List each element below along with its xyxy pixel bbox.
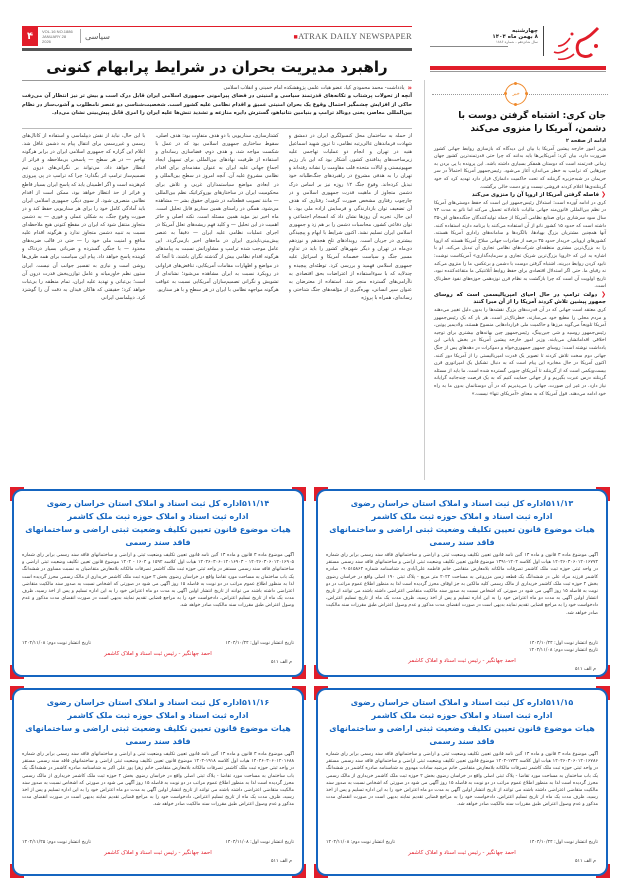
ad-signature: احمد جهانگیر - رئیس ثبت اسناد و املاک کاشمر xyxy=(104,850,212,857)
article-columns xyxy=(22,132,412,482)
brand-english xyxy=(294,31,412,41)
legal-notice-ad-15 xyxy=(314,686,610,878)
ad-signature: احمد جهانگیر - رئیس ثبت اسناد و املاک کاشمر xyxy=(408,850,516,857)
masthead-divider xyxy=(543,26,544,56)
ad-code: م الف ۵۱۱ xyxy=(574,667,596,673)
column-text: کشتارسازی، سناریویی با دو هدف متفاوت بود: هدف اصلی، سقوط ساختاری جمهوری اسلامی بود که در عمل با شکست مواجه شد، و هدف دوم، فضاسازی رسانه‌ای و استفاده از ظرفیت نهادهای بین‌المللی برای تسهیل ایجاد اجماع جهانی علیه ایران به عنوان مقدمه‌ای برای اقدام نظامی مشروع علیه آن. آنچه امروز در سطح بین‌المللی و در ابعادی مواضع سیاستمداران غربی و تلاش برای محکومیت ایران در ساختارهای بوروکراتیک نظم بین‌المللی — مانند تصویب قطعنامه در شورای حقوق بشر — مشاهده می‌شود، همگی در راستای همین سناریو قابل تحلیل است. ماه اخیر نیز مؤید همین مسئله است. نکته اصلی و حائز اهمیت در این تحلیل — و کلید فهم ریشه‌های تعلل آمریکا در اجرای عملیات نظامی علیه ایران — دقیقاً به عنصر پیش‌بینی‌ناپذیری ایران در ماه‌های اخیر بازمی‌گردد. این عامل موجب شده ترامپ و مشاورانش نسبت به پیامدهای هرگونه اقدام نظامی بیش از گذشته نگران باشند، تا آنجا که در مواضع و اظهارات مقامات آمریکایی، تناقض‌های فراوانی در رویکرد نسبت به ایران مشاهده می‌شود؛ نشانه‌ای از تشویش و نگرانی تصمیم‌سازان آمریکایی نسبت به عواقب هرگونه مواجهه نظامی با ایران در هر سطح و با هر سناریو. xyxy=(155,133,279,293)
side-paragraph: کری در ادامه آورده است: استدلال رئیس‌جمهور این است که حفظ دوستی‌های آمریکا در نظم بین‌المللی قانون‌مند جهانی مالیات ناعادلانه تحمیل می‌کند اما ناتو به مدت ۷۴ سال سود سرشاری برای صنایع نظامی آمریکا از جمله تولیدکنندگان جنگنده‌های اف-۳۵ داشته است که حدود ۱۵ کشور ناتو از آن استفاده می‌کنند یا برنامه دارند استفاده کنند. آنها همچنین مشتریان بزرگ بهپادها، بالگردها و سامانه‌های راداری آمریکا هستند. کشورهای اروپایی خریدار حدود ۳۵ درصد از صادرات جهانی سلاح آمریکا هستند که اروپا را به بزرگ‌ترین مشتری منطقه‌ای شرکت‌های نظامی تجاری آن تبدیل می‌کند. او با اشاره به این که «اروپا بزرگ‌ترین شریک تجاری و سرمایه‌گذاری» آمریکاست نوشت: نابود کردن روابط دیرینه، اشتباه گرفتن دوست با دشمن و برعکس، ما را منزوی می‌کند نه رقبای ما. حتی اگر استدلال اقتصادی برای حفظ روابط آتلانتیکی ما متقاعدکننده نبود، تاریخ اولویت آن است که چرا بازگشت به نظام قرن نوزدهمی حوزه‌های نفوذ خطرناک است. xyxy=(434,200,606,290)
ad-code: م الف ۵۱۱ xyxy=(270,859,292,865)
badge-dot-icon xyxy=(525,92,528,95)
title-divider xyxy=(22,80,412,81)
badge-dot-icon xyxy=(514,82,517,85)
ad-heading: ۵۱۱/۱۶اداره کل ثبت اسناد و املاک استان خراسان رضوی xyxy=(46,698,270,707)
side-paragraph: وزیر امور خارجه پیشین آمریکا با بیان این دیدگاه که بازسازی روابط جهانی کشور ضرورت دارد، بیان کرد: آمریکایی‌ها باید بدانند که چرا حتی قدرتمندترین کشور جهان زمانی قدرتمند است که دوستان همفکر بسیاری داشته باشد. این پرونده با پی بردن به چیزهایی که ترامپ به خطر می‌اندازد آغاز می‌شود. رئیس‌جمهور آمریکا احتمالاً در سر حریمان در شبه‌جزیره گرینلند که تحت حاکمیت دانمارک قرار دارد تهدید کرد که خود گرینلندی‌ها اعلام کردند فروشی نیست و تو دست خالی برگشت. xyxy=(434,146,606,190)
column-text: با این حال، نباید از نقش دیپلماسی و استفاده از کانال‌های رسمی و غیررسمی برای انتقال پیام به دشمن غافل شد. اعلام این گزاره که جمهوری اسلامی ایران در برابر هرگونه تهاجم — در هر سطح — پاسخی بی‌ملاحظه و فراتر از انتظار خواهد داد، می‌تواند بر نگرانی‌های درون تیم تصمیم‌ساز ترامپ اثر بگذارد؛ چرا که ترامپ در پی پیروزی کم‌هزینه است و اگر اطمینان یابد که پاسخ ایران بسیار قاطع و فراتر از حد انتظار خواهد بود، ممکن است از اقدام نظامی منصرف شود. از سوی دیگر، جمهوری اسلامی ایران باید آمادگی کامل خود را برای هر سناریویی حفظ کند و در صورت وقوع جنگ، به شکلی عملی و فوری — به دشمن متجاوز منتقل شود که ایران در مقطع کنونی هیچ ملاحظه‌ای نسبت به تنبیه دشمن متجاوز ندارد و هرگونه اقدام علیه منافع و امنیت ملی خود را — حتی در قالب ضربه‌های محدود — با جنگی گسترده و ضرباتی بسیار دردناک و کوبنده پاسخ خواهد داد. پیام این سیاست برای همه طرف‌ها روشن است و نیازی به تفسیر جوانب آن نیست. ایران ستون نظم خاورمیانه و عامل توازن‌بخش قدرت درون آن است؛ بی‌ثباتی و تهدید علیه ایران، تمام منطقه را بی‌ثبات خواهد کرد؛ حقیقتی که هاکان فیدان به دقت آن را گوشزد کرد. دیپلماسی ایرانی xyxy=(22,133,146,301)
masthead xyxy=(430,20,610,72)
ad-date-second: تاریخ انتشار نوبت دوم: ۱۴۰۴/۱۱/۰۸ xyxy=(326,840,395,845)
masthead-grey-rule xyxy=(430,71,606,72)
ad-body: آگهی موضوع ماده ۳ قانون و ماده ۱۳ آئین نامه قانون تعیین تکلیف وضعیت ثبتی و اراضی و ساختمانهای فاقد سند رسمی برابر رای شماره ۱۴۰۴۶۰۳۰۶۰۱۲۰۱۶۸۸ هیات اول کلاسه ۱۹۱۸-۱۴۰۴ موضوع قانون تعیین تکلیف وضعیت ثبتی اراضی و ساختمانهای فاقد سند رسمی مستقر در واحد ثبتی حوزه ثبت ملک کاشمر تصرفات مالکانه بلامعارض متقاضی خانم زهرا پور علی اکبر به شناسنامه صادره کاشمر در ششدانگ یک باب ساختمان به مساحت مورد تقاضا - پلاک ثبتی اصلی واقع در خراسان رضوی بخش ۲ حوزه ثبت ملک کاشمر خریداری از مالک رسمی محرز گردیده است لذا به منظور اطلاع عموم مراتب در دو نوبت به فاصله ۱۵ روز آگهی می شود در صورتی که اشخاص نسبت به صدور سند مالکیت متقاضی اعتراضی داشته باشند می توانند از تاریخ انتشار اولین آگهی به مدت دو ماه اعتراض خود را به این اداره تسلیم و پس از اخذ رسید، ظرف مدت یک ماه از تاریخ تسلیم اعتراض، دادخواست خود را به مراجع قضایی تقدیم نمایند بدیهی است در صورت انقضای مدت مذکور و عدم وصول اعتراض طبق مقررات سند مالکیت صادر خواهد شد. xyxy=(22,752,294,808)
ad-heading: ۵۱۱/۱۳اداره کل ثبت اسناد و املاک استان خراسان رضوی xyxy=(350,499,574,508)
ad-content xyxy=(318,690,606,874)
masthead-date xyxy=(492,28,538,44)
ad-signature: احمد جهانگیر - رئیس ثبت اسناد و املاک کاشمر xyxy=(104,651,212,658)
page-header xyxy=(22,26,412,46)
ad-dates-row xyxy=(326,839,598,846)
weekday: چهارشنبه xyxy=(511,28,538,34)
ad-date-second: تاریخ انتشار نوبت دوم: ۱۴۰۴/۱۱/۲۵ xyxy=(22,840,91,845)
ad-content xyxy=(14,491,302,675)
byline-text: یادداشت- محمد محمودی کیا، عضو هیات علمی پژوهشکده امام خمینی و انقلاب اسلامی xyxy=(223,85,405,91)
legal-notice-ad-14 xyxy=(10,487,306,679)
news-badge xyxy=(505,83,527,105)
subhead-text: دولت ترامپ در حال احیای امپریالیسمی است که روسای جمهور پیشین تلاش کردند آمریکا را از آن مبرا کنند xyxy=(434,291,606,306)
ad-board-heading: هیات موضوع قانون تعیین تکلیف وضعیت ثبتی اراضی و ساختمانهای فاقد سند رسمی xyxy=(25,525,291,547)
ad-board-heading: هیات موضوع قانون تعیین تکلیف وضعیت ثبتی اراضی و ساختمانهای فاقد سند رسمی xyxy=(329,724,595,746)
chevron-icon: ❮ xyxy=(600,191,606,199)
article-column-3 xyxy=(22,132,145,482)
double-chevron-icon: « xyxy=(407,84,412,92)
masthead-line xyxy=(430,46,508,47)
column-text: از حمله به ساختمان محل کنسولگری ایران در دمشق و شهادت فرماندهان عالی‌رتبه نظامی، تا ترور شهید اسماعیل هنیه در تهران و انجام دو عملیات تهاجمی علیه زیرساخت‌های پدافندی کشور، آشکار بود که این بار رژیم صهیونیستی و ایالات متحده قلب مقاومت را نشانه رفته‌اند و تهران را به هدفی مشروع در راهبردهای جنگ‌طلبانه خود تبدیل کرده‌اند. وقوع جنگ ۱۲ روزه نیز بر اساس درک دشمن متجاوز از ماهیت قدرت جمهوری اسلامی و در چارچوب رفتاری مشخص صورت گرفت؛ رفتاری که هدف آن تضعیف توان بازدارندگی و فرسایش اراده ملی بود. با این حال، تجربه آن روزها نشان داد که انسجام اجتماعی و توان دفاعی کشور، محاسبات دشمن را بر هم زد و جمهوری اسلامی ایران تسلیم نشد. اکنون شرایط با ابهام و پیچیدگی بیشتری در جریان است. رویدادهای تلخ هجدهم و نوزدهم دی‌ماه در تهران و دیگر شهرهای کشور را باید در تداوم مسیر جنگ و سیاست خصمانه آمریکا و اسرائیل علیه جمهوری اسلامی فهمید و بررسی کرد. توطئه‌ای پیچیده و چندلایه که با سوءاستفاده از اعتراضات بحق اقتصادی به ناآرامی‌های گسترده منجر شد. استفاده از معترضان به عنوان سپر انسانی، بهره‌گیری از مؤلفه‌های جنگ شناختی و رسانه‌ای، همراه با پروژه xyxy=(288,133,412,301)
side-paragraph: کری معتقد است جهانی که در آن قدرت‌های بزرگ نقشه‌ها را بدون دلیل تغییر می‌دهند و مردم محلی را مطیع خود می‌سازند، خطرناک‌تر است. هر بار که یک رئیس‌جمهور آمریکا تلویحاً می‌گوید مرزها و حاکمیت ملی قراردادهایی منسوخ هستند، ولادیمیر پوتین، رئیس‌جمهور روسیه و شی جین‌پینگ، رئیس‌جمهور چین بهانه‌های بیشتری برای توجیه اخلاقی اقداماتشان می‌یابند. وزیر امور خارجه پیشین آمریکا در بخش پایانی این یادداشت نوشته است: روسای جمهور جمهوری‌خواه و دموکرات در دهه‌های پس از جنگ جهانی دوم سخت تلاش کردند تا تصویر یک قدرت امپریالیستی را از آمریکا دور کنند. اکنون آمریکا در حال مخابره این پیام است که به دنبال تشکیل یک امپراتوری قرن بیست‌ویکمی است که از گرینلند تا آمریکای جنوبی گسترده شده است. ما باید از مسئله گرینلند درس عبرت بگیریم و از جهانی حمایت کنیم که به یک فرصت چندجانبه گرایانه نیاز دارد. در غیر این صورت، جهانی را می‌پذیریم که در آن دوستانمان بدون ما به راه خود ادامه می‌دهند. قول آمریکا که به معنای «آمریکای تنها» نیست.» xyxy=(434,308,606,397)
ad-dates-row xyxy=(22,839,294,846)
ad-heading: ۵۱۱/۱۴اداره کل ثبت اسناد و املاک استان خراسان رضوی xyxy=(46,499,270,508)
volume-number: VOL.16 NO.1886 xyxy=(42,28,73,34)
atrak-logo-icon xyxy=(548,24,606,64)
badge-dot-icon xyxy=(504,92,507,95)
date-persian: ۸ بهمن ماه ۱۴۰۴ xyxy=(492,34,538,40)
badge-dot-icon xyxy=(514,103,517,106)
ad-date-first: تاریخ انتشار نوبت اول: ۱۴۰۴/۱۰/۲۴ xyxy=(225,641,294,646)
legal-notice-ad-16 xyxy=(10,686,306,878)
ad-date-first: تاریخ انتشار نوبت اول: ۱۴۰۴/۱۰/۲۴ xyxy=(529,840,598,845)
legal-notice-ad-13 xyxy=(314,487,610,679)
article-lead: آنچه از تحولات پرشتاب و تکانه‌های قدرتمند سیاسی و امنیتی در فضای پیرامونی جمهوری اسلامی ایران قابل درک است و بیش تر نیز انتظار آن می‌رفت حاکی از افزایش چشمگیر احتمال وقوع یک بحران امنیتی عمیق و اقدام نظامی علیه کشور است. شخصیت‌شناسی دو عنصر نامطلوب و آشوب‌ساز در نظام بین‌المللی معاصر، یعنی دونالد ترامپ و بنیامین نتانیاهو، گسترش دایره منازعه و تشدید تنش‌ها علیه ایران را امری قابل پیش‌بینی نشان می‌داد. xyxy=(22,93,412,117)
article-byline xyxy=(22,84,412,92)
ad-dates-row xyxy=(22,640,294,647)
ad-heading: ۵۱۱/۱۵اداره کل ثبت اسناد و املاک استان خراسان رضوی xyxy=(350,698,574,707)
square-bullet-icon: ■ xyxy=(293,33,299,41)
brand-english-text: ATRAK DAILY NEWSPAPER xyxy=(298,31,412,41)
ad-board-heading: هیات موضوع قانون تعیین تکلیف وضعیت ثبتی اراضی و ساختمانهای فاقد سند رسمی xyxy=(329,525,595,547)
page-number: ۴ xyxy=(22,26,38,46)
ad-subheading: اداره ثبت اسناد و املاک حوزه ثبت ملک کاشمر xyxy=(67,512,249,521)
side-subhead xyxy=(434,191,606,200)
lead-divider xyxy=(22,128,412,129)
ad-signature: احمد جهانگیر - رئیس ثبت اسناد و املاک کاشمر xyxy=(408,658,516,665)
ad-date-first: تاریخ انتشار نوبت اول: ۱۴۰۴/۱۱/۰۸ xyxy=(225,840,294,845)
ad-code: م الف ۵۱۱ xyxy=(270,660,292,666)
ad-subheading: اداره ثبت اسناد و املاک حوزه ثبت ملک کاشمر xyxy=(67,711,249,720)
badge-label: خبر xyxy=(512,91,520,97)
ad-date-first: تاریخ انتشار نوبت اول: ۱۴۰۴/۱۰/۲۴ xyxy=(529,641,598,646)
masthead-red-bar xyxy=(430,66,606,70)
subhead-text: فاصله گرفتن آمریکا از اروپا آن را منزوی می‌کند xyxy=(471,192,600,199)
ad-board-heading: هیات موضوع قانون تعیین تکلیف وضعیت ثبتی اراضی و ساختمانهای فاقد سند رسمی xyxy=(25,724,291,746)
date-english: JANUARY 28 2026 xyxy=(42,33,67,44)
header-bottom-rule xyxy=(22,48,412,51)
divider xyxy=(80,29,81,43)
article-column-1 xyxy=(289,132,412,482)
side-news xyxy=(430,80,610,480)
ad-code: م الف ۵۱۱ xyxy=(574,859,596,865)
ad-body: آگهی موضوع ماده ۳ قانون و ماده ۱۳ آئین نامه قانون تعیین تکلیف وضعیت ثبتی و اراضی و ساختمانهای فاقد سند رسمی برابر رای شماره ۱۴۰۴۶۰۳۰۶۰۱۲۰۱۶۷۸۶ هیات اول کلاسه ۱۷۳۲-۱۴۰۴ موضوع قانون تعیین تکلیف وضعیت ثبتی اراضی و ساختمانهای فاقد سند رسمی مستقر در واحد ثبتی حوزه ثبت ملک کاشمر تصرفات مالکانه بلامعارض متقاضی خانم مرضیه سادات مهدوی به شناسنامه صادره کاشمر در ششدانگ یک باب ساختمان به مساحت مورد تقاضا - پلاک ثبتی اصلی واقع در خراسان رضوی بخش ۲ حوزه ثبت ملک کاشمر خریداری از مالک رسمی محرز گردیده است لذا به منظور اطلاع عموم مراتب در دو نوبت به فاصله ۱۵ روز آگهی می شود در صورتی که اشخاص نسبت به صدور سند مالکیت متقاضی اعتراضی داشته باشند می توانند از تاریخ انتشار اولین آگهی به مدت دو ماه اعتراض خود را به این اداره تسلیم و پس از اخذ رسید، ظرف مدت یک ماه از تاریخ تسلیم اعتراض، دادخواست خود را به مراجع قضایی تقدیم نمایند بدیهی است در صورت انقضای مدت مذکور و عدم وصول اعتراض طبق مقررات سند مالکیت صادر خواهد شد. xyxy=(326,752,598,808)
continuation-note: ادامه از صفحه ۲ xyxy=(565,138,606,144)
ad-body: آگهی موضوع ماده ۳ قانون و ماده ۱۳ آئین نامه قانون تعیین تکلیف وضعیت ثبتی و اراضی و ساختمانهای فاقد سند رسمی برابر رای شماره ۱۴۰۴۶۰۳۰۶۰۱۲۰۱۶۷۷۴ هیات اول کلاسه ۱۴۰۴-۱۳۹۱ موضوع قانون تعیین تکلیف وضعیت ثبتی اراضی و ساختمانهای فاقد سند رسمی مستقر در واحد ثبتی حوزه ثبت ملک کاشمر تصرفات مالکانه بلامعارض متقاضی خانم فاطمه علی‌آبادی به شناسنامه شماره ۰۹۰۵۱۵۸۶۲ صادره کاشمر فرزند مراد علی در ششدانگ یک قطعه زمین مزروعی به مساحت ۲۰۲۴ متر مربع - پلاک ثبتی ۱۹۰ اصلی واقع در خراسان رضوی بخش ۲ حوزه ثبت ملک کاشمر خریداری از مالک رسمی کلیه مالکین به جز اوقاف محرز گردیده است لذا به منظور اطلاع عموم مراتب در دو نوبت به فاصله ۱۵ روز آگهی می شود در صورتی که اشخاص نسبت به صدور سند مالکیت متقاضی اعتراضی داشته باشند می توانند از تاریخ انتشار اولین آگهی به مدت دو ماه اعتراض خود را به این اداره تسلیم و پس از اخذ رسید، ظرف مدت یک ماه از تاریخ تسلیم اعتراض، دادخواست خود را به مراجع قضایی تقدیم نمایند بدیهی است در صورت انقضای مدت مذکور و عدم وصول اعتراض طبق مقررات سند مالکیت صادر خواهد شد. xyxy=(326,553,598,616)
side-news-body xyxy=(434,138,606,398)
side-subhead xyxy=(434,291,606,307)
chevron-icon: ❮ xyxy=(600,290,606,298)
ad-content xyxy=(14,690,302,874)
ad-date-second: تاریخ انتشار نوبت دوم: ۱۴۰۴/۱۱/۰۸ xyxy=(22,641,91,646)
ad-date-second: تاریخ انتشار نوبت دوم: ۱۴۰۴/۱۱/۰۸ xyxy=(529,648,598,654)
issue-info: سال شانزدهم - شماره ۱۸۸۶ xyxy=(496,40,538,44)
side-news-title: جان کری: اشتباه گرفتن دوست با دشمن، آمریکا را منزوی می‌کند xyxy=(458,111,606,134)
article-column-2 xyxy=(155,132,278,482)
ad-content xyxy=(318,491,606,675)
ad-subheading: اداره ثبت اسناد و املاک حوزه ثبت ملک کاشمر xyxy=(371,512,553,521)
ad-body: آگهی موضوع ماده ۳ قانون و ماده ۱۳ آئین نامه قانون تعیین تکلیف وضعیت ثبتی و اراضی و ساختمانهای فاقد سند رسمی برابر رای شماره ۱۴۰۴۶۰۳۰۶۰۱۲۰۱۶۹۰۵ - ۱۴۰۴۶۰۳۰۶۰۱۲۰۱۶۹۰۳ هیات اول کلاسه ۱۵۹۲ و ۱۶۰۴ - ۱۴۰۴ موضوع قانون تعیین تکلیف وضعیت ثبتی اراضی و ساختمانهای فاقد سند رسمی مستقر در واحد ثبتی حوزه ثبت ملک کاشمر تصرفات مالکانه بلامعارض متقاضیان به نسبت مساوی در ششدانگ یک باب ساختمان به مساحت مورد تقاضا واقع در خراسان رضوی بخش ۲ حوزه ثبت ملک کاشمر خریداری از مالک رسمی محرز گردیده است لذا به منظور اطلاع عموم مراتب در دو نوبت به فاصله ۱۵ روز آگهی می شود در صورتی که اشخاص نسبت به صدور سند مالکیت متقاضی اعتراضی داشته باشند می توانند از تاریخ انتشار اولین آگهی به مدت دو ماه اعتراض خود را به این اداره تسلیم و پس از اخذ رسید، ظرف مدت یک ماه از تاریخ تسلیم اعتراض، دادخواست خود را به مراجع قضایی تقدیم نمایند بدیهی است در صورت انقضای مدت مذکور و عدم وصول اعتراض طبق مقررات سند مالکیت صادر خواهد شد. xyxy=(22,553,294,609)
sidebar-divider xyxy=(424,80,425,480)
volume-info xyxy=(42,29,76,44)
article-title: راهبرد مدیریت بحران در شرایط پرابهام کنونی xyxy=(46,58,388,76)
section-label: سیاسی xyxy=(85,31,110,41)
ad-subheading: اداره ثبت اسناد و املاک حوزه ثبت ملک کاشمر xyxy=(371,711,553,720)
